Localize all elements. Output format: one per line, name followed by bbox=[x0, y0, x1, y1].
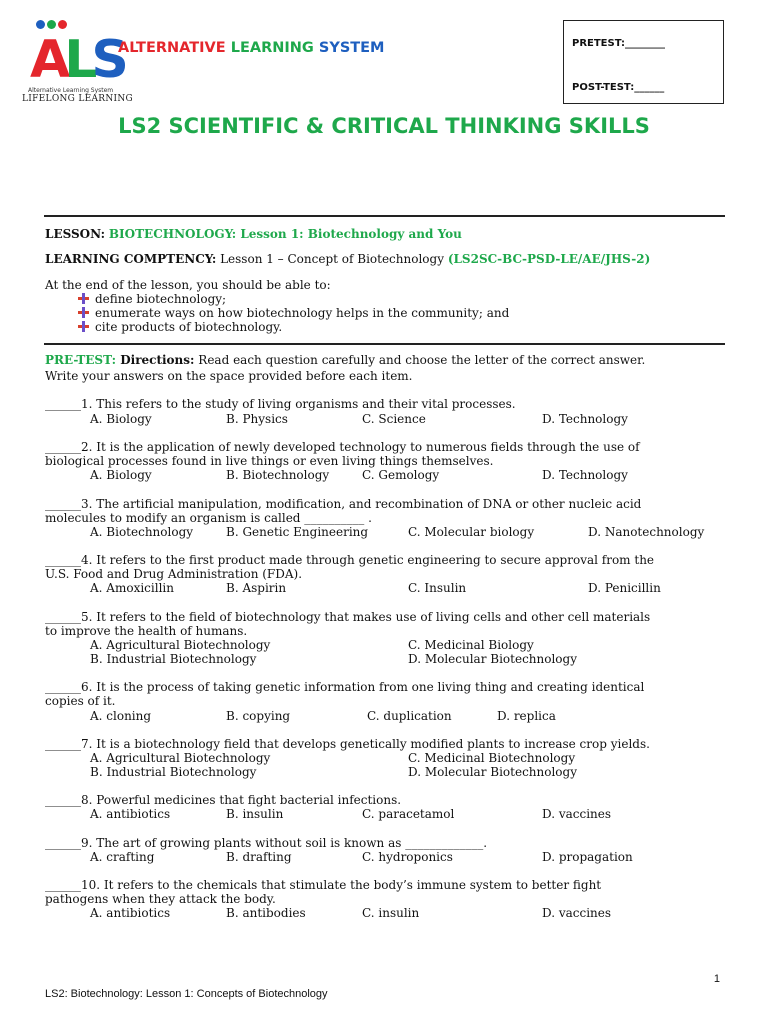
answer-option: C. Medicinal Biology bbox=[408, 638, 534, 652]
answer-option: C. duplication bbox=[367, 709, 452, 723]
answer-option: A. Agricultural Biotechnology bbox=[90, 638, 271, 652]
plus-bullet-icon bbox=[78, 293, 89, 304]
answer-option: D. Molecular Biotechnology bbox=[408, 652, 577, 666]
answer-option: C. Insulin bbox=[408, 581, 467, 595]
answer-option: D. Penicillin bbox=[588, 581, 661, 595]
pretest-score-field: PRETEST:________ bbox=[572, 38, 665, 49]
answer-option: A. Agricultural Biotechnology bbox=[90, 751, 271, 765]
answer-option: A. cloning bbox=[90, 709, 152, 723]
answer-option: D. vaccines bbox=[542, 807, 612, 821]
plus-bullet-icon bbox=[78, 321, 89, 332]
logo-dot-red bbox=[58, 20, 67, 29]
question-text: ______4. It refers to the first product made through genetic engineering to secure approval from the bbox=[45, 553, 655, 567]
page-title: LS2 SCIENTIFIC & CRITICAL THINKING SKILLS bbox=[118, 114, 650, 138]
question-text: ______9. The art of growing plants without soil is known as _____________. bbox=[45, 836, 488, 850]
page-footer: LS2: Biotechnology: Lesson 1: Concepts of Biotechnology bbox=[45, 988, 328, 1000]
pretest-directions: PRE-TEST: Directions: Read each question carefully and choose the letter of the correct answer. bbox=[45, 353, 646, 367]
answer-option: B. Industrial Biotechnology bbox=[90, 765, 257, 779]
answer-option: D. replica bbox=[497, 709, 556, 723]
page-number: 1 bbox=[713, 973, 720, 985]
question-text: ______6. It is the process of taking genetic information from one living thing and creating identical bbox=[45, 680, 645, 694]
question-text: ______1. This refers to the study of living organisms and their vital processes. bbox=[45, 397, 516, 411]
answer-option: B. Aspirin bbox=[226, 581, 287, 595]
als-logo bbox=[22, 20, 134, 106]
answer-option: B. antibodies bbox=[226, 906, 306, 920]
answer-option: D. Nanotechnology bbox=[588, 525, 705, 539]
answer-option: D. vaccines bbox=[542, 906, 612, 920]
question-text: ______5. It refers to the field of biotechnology that makes use of living cells and other cell materials bbox=[45, 610, 651, 624]
question-text: ______3. The artificial manipulation, modification, and recombination of DNA or other nucleic acid bbox=[45, 497, 642, 511]
answer-option: B. drafting bbox=[226, 850, 292, 864]
question-text: biological processes found in live things or even living things themselves. bbox=[45, 454, 494, 468]
question-text: ______10. It refers to the chemicals that stimulate the body’s immune system to better fight bbox=[45, 878, 602, 892]
answer-option: C. Medicinal Biotechnology bbox=[408, 751, 576, 765]
logo-dot-green bbox=[47, 20, 56, 29]
answer-option: C. Science bbox=[362, 412, 426, 426]
answer-option: A. Amoxicillin bbox=[90, 581, 174, 595]
answer-option: B. Biotechnology bbox=[226, 468, 330, 482]
competency-line: LEARNING COMPTENCY: Lesson 1 – Concept of Biotechnology (LS2SC-BC-PSD-LE/AE/JHS-2) bbox=[45, 252, 651, 266]
question-text: ______2. It is the application of newly developed technology to numerous fields through the use of bbox=[45, 440, 640, 454]
question-text: U.S. Food and Drug Administration (FDA). bbox=[45, 567, 303, 581]
answer-option: A. antibiotics bbox=[90, 906, 171, 920]
logo-letters: ALS bbox=[30, 30, 123, 90]
answer-option: D. Molecular Biotechnology bbox=[408, 765, 577, 779]
answer-option: C. Molecular biology bbox=[408, 525, 535, 539]
answer-option: B. Industrial Biotechnology bbox=[90, 652, 257, 666]
answer-option: C. Gemology bbox=[362, 468, 440, 482]
question-text: copies of it. bbox=[45, 694, 116, 708]
answer-option: D. Technology bbox=[542, 412, 628, 426]
pretest-directions-cont: Write your answers on the space provided before each item. bbox=[45, 369, 413, 383]
objective-item: enumerate ways on how biotechnology helps in the community; and bbox=[78, 306, 509, 320]
answer-option: C. hydroponics bbox=[362, 850, 453, 864]
question-text: pathogens when they attack the body. bbox=[45, 892, 276, 906]
objective-item: cite products of biotechnology. bbox=[78, 320, 282, 334]
logo-tagline: LIFELONG LEARNING bbox=[22, 94, 134, 104]
answer-option: A. Biology bbox=[90, 412, 152, 426]
lesson-line: LESSON: BIOTECHNOLOGY: Lesson 1: Biotechnology and You bbox=[45, 227, 462, 241]
answer-option: A. Biology bbox=[90, 468, 152, 482]
question-text: to improve the health of humans. bbox=[45, 624, 248, 638]
divider bbox=[44, 215, 725, 217]
logo-subtitle: Alternative Learning System bbox=[28, 87, 114, 94]
answer-option: A. Biotechnology bbox=[90, 525, 194, 539]
test-score-box bbox=[563, 20, 724, 104]
answer-option: B. Physics bbox=[226, 412, 288, 426]
brand-name: ALTERNATIVE LEARNING SYSTEM bbox=[118, 40, 385, 56]
posttest-score-field: POST-TEST:______ bbox=[572, 82, 665, 93]
answer-option: B. copying bbox=[226, 709, 291, 723]
divider bbox=[44, 343, 725, 345]
answer-option: C. insulin bbox=[362, 906, 420, 920]
logo-dot-blue bbox=[36, 20, 45, 29]
question-text: ______8. Powerful medicines that fight bacterial infections. bbox=[45, 793, 402, 807]
plus-bullet-icon bbox=[78, 307, 89, 318]
answer-option: A. crafting bbox=[90, 850, 155, 864]
question-text: ______7. It is a biotechnology field that develops genetically modified plants to increase crop yields. bbox=[45, 737, 650, 751]
answer-option: D. Technology bbox=[542, 468, 628, 482]
answer-option: B. insulin bbox=[226, 807, 284, 821]
answer-option: C. paracetamol bbox=[362, 807, 455, 821]
answer-option: A. antibiotics bbox=[90, 807, 171, 821]
objectives-intro: At the end of the lesson, you should be able to: bbox=[45, 278, 331, 292]
question-text: molecules to modify an organism is called __________ . bbox=[45, 511, 372, 525]
answer-option: B. Genetic Engineering bbox=[226, 525, 369, 539]
answer-option: D. propagation bbox=[542, 850, 633, 864]
objective-item: define biotechnology; bbox=[78, 292, 226, 306]
